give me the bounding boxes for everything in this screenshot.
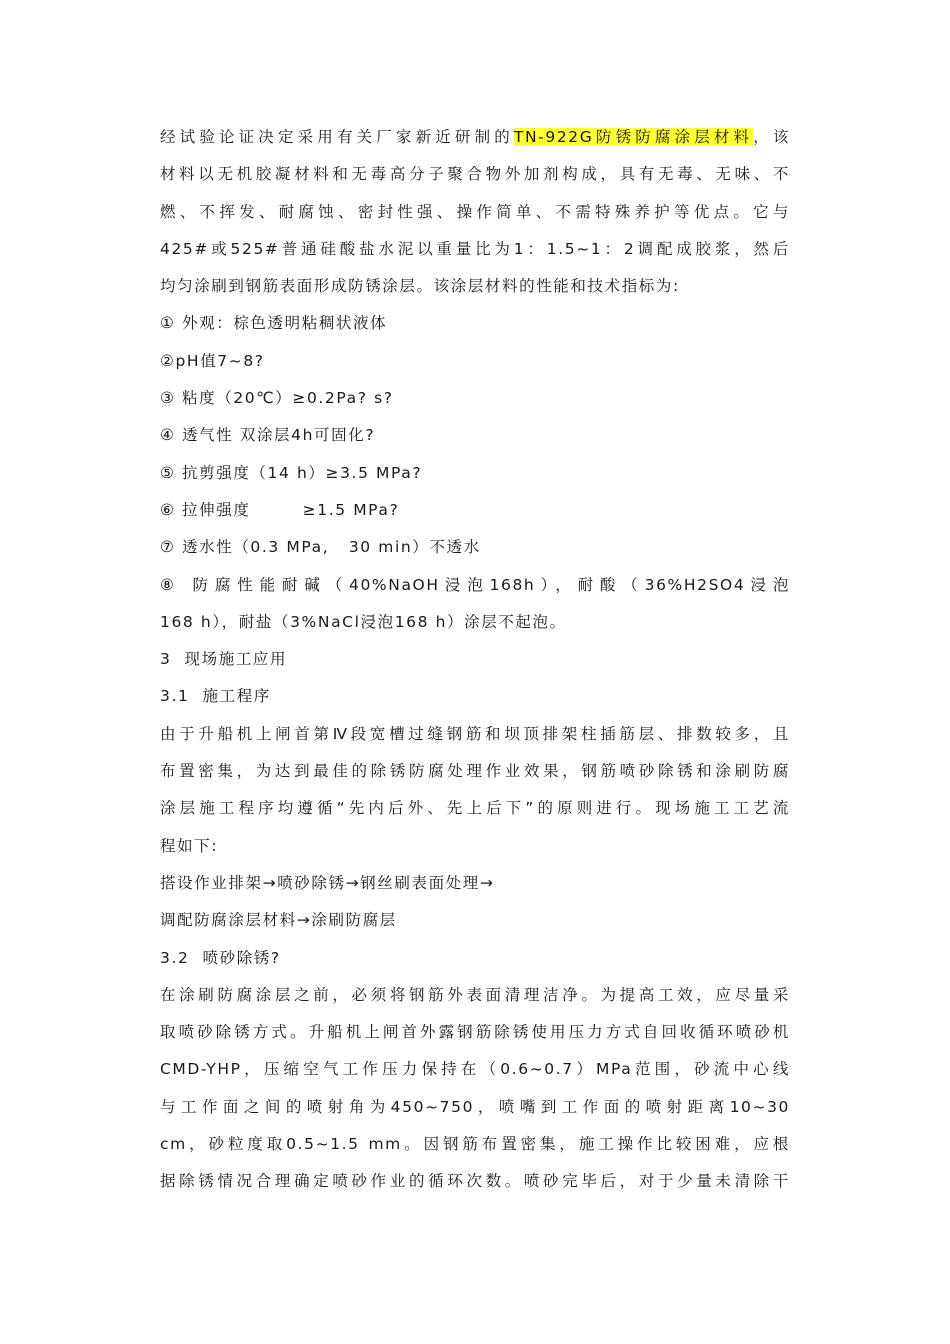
paragraph-2-line-3: 涂层施工程序均遵循“先内后外、先上后下”的原则进行。现场施工工艺流 (160, 799, 790, 818)
paragraph-1-line-3: 燃、不挥发、耐腐蚀、密封性强、操作简单、不需特殊养护等优点。它与 (160, 202, 790, 221)
paragraph-3-line-5: cm，砂粒度取0.5~1.5 mm。因钢筋布置密集，施工操作比较困难，应根 (160, 1135, 790, 1154)
paragraph-3-line-6: 据除锈情况合理确定喷砂作业的循环次数。喷砂完毕后，对于少量未清除干 (160, 1172, 790, 1191)
spec-item-5: ⑤ 抗剪强度（14 h）≥3.5 MPa? (160, 463, 423, 482)
paragraph-3-line-4: 与工作面之间的喷射角为450~750，喷嘴到工作面的喷射距离10~30 (160, 1097, 790, 1116)
paragraph-1-line-1 (160, 119, 790, 156)
paragraph-1-line-4: 425#或525#普通硅酸盐水泥以重量比为1：1.5~1：2调配成胶浆，然后 (160, 239, 790, 258)
document-page (160, 119, 790, 1201)
text-run: ，该 (753, 128, 790, 146)
paragraph-1-line-2: 材料以无机胶凝材料和无毒高分子聚合物外加剂构成，具有无毒、无味、不 (160, 165, 790, 184)
spec-item-6: ⑥ 拉伸强度 ≥1.5 MPa? (160, 500, 400, 519)
paragraph-3-line-2: 取喷砂除锈方式。升船机上闸首外露钢筋除锈使用压力方式自回收循环喷砂机 (160, 1023, 790, 1042)
spec-item-2: ②pH值7~8? (160, 351, 265, 370)
paragraph-3-line-1: 在涂刷防腐涂层之前，必须将钢筋外表面清理洁净。为提高工效，应尽量采 (160, 985, 790, 1004)
paragraph-2-line-1: 由于升船机上闸首第Ⅳ段宽槽过缝钢筋和坝顶排架柱插筋层、排数较多，且 (160, 724, 790, 743)
paragraph-3-line-3: CMD-YHP，压缩空气工作压力保持在（0.6~0.7）MPa范围，砂流中心线 (160, 1060, 790, 1079)
spec-item-7: ⑦ 透水性（0.3 MPa, 30 min）不透水 (160, 538, 481, 557)
section-3-2-heading: 3.2 喷砂除锈? (160, 948, 281, 967)
highlighted-product-name: TN-922G防锈防腐涂层材料 (513, 128, 754, 146)
text-run: 经试验论证决定采用有关厂家新近研制的 (160, 128, 514, 146)
spec-item-8-line-1: ⑧ 防腐性能耐碱（40%NaOH浸泡168h），耐酸（36%H2SO4浸泡 (160, 575, 790, 594)
spec-item-4: ④ 透气性 双涂层4h可固化? (160, 426, 376, 445)
paragraph-2-line-2: 布置密集，为达到最佳的除锈防腐处理作业效果，钢筋喷砂除锈和涂刷防腐 (160, 762, 790, 781)
section-3-heading: 3 现场施工应用 (160, 650, 288, 669)
spec-item-1: ① 外观：棕色透明粘稠状液体 (160, 314, 388, 333)
spec-item-8-line-2: 168 h），耐盐（3%NaCl浸泡168 h）涂层不起泡。 (160, 612, 567, 631)
paragraph-2-line-4: 程如下: (160, 836, 219, 855)
process-flow-line-1: 搭设作业排架→喷砂除锈→钢丝刷表面处理→ (160, 873, 495, 892)
section-3-1-heading: 3.1 施工程序 (160, 687, 271, 706)
process-flow-line-2: 调配防腐涂层材料→涂刷防腐层 (160, 911, 397, 930)
spec-item-3: ③ 粘度（20℃）≥0.2Pa? s? (160, 389, 394, 408)
paragraph-1-line-5: 均匀涂刷到钢筋表面形成防锈涂层。该涂层材料的性能和技术指标为: (160, 277, 680, 296)
